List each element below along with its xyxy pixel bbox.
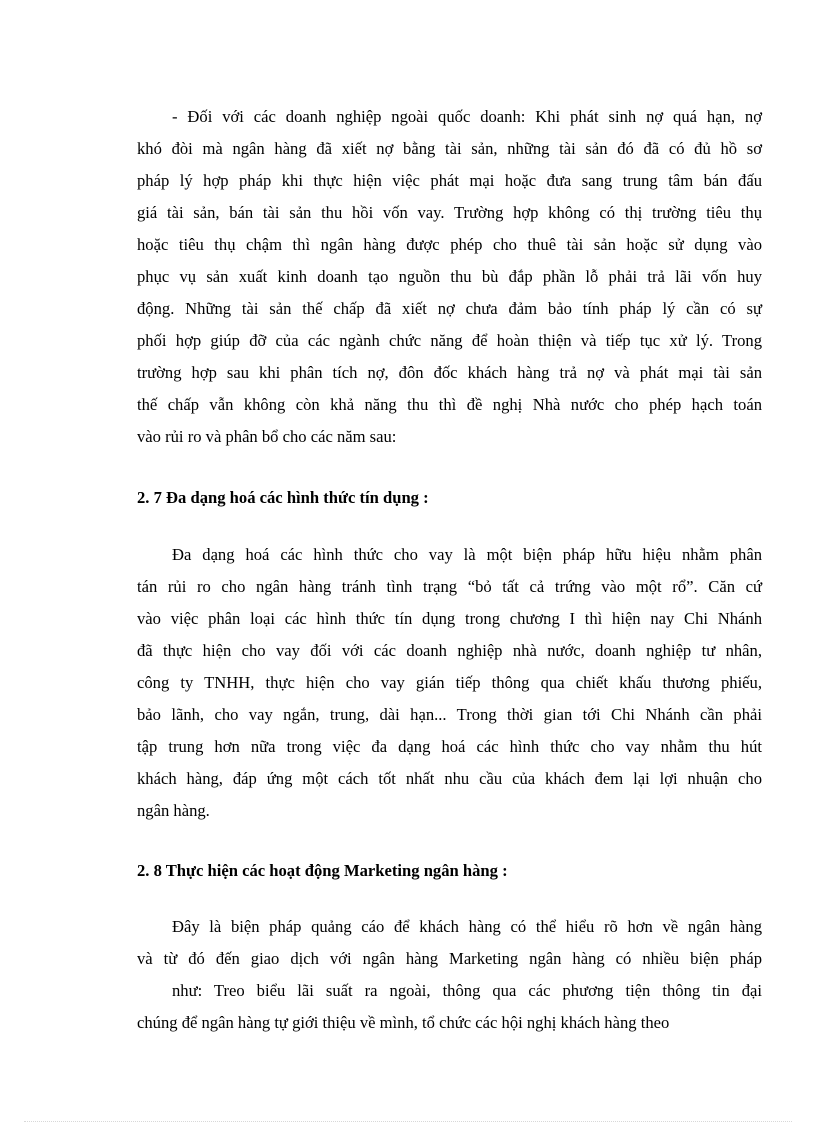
paragraph-line: động. Những tài sản thế chấp đã xiết nợ chưa đảm bảo tính pháp lý cần có sự xyxy=(137,299,762,318)
paragraph-line: - Đối với các doanh nghiệp ngoài quốc doanh: Khi phát sinh nợ quá hạn, nợ xyxy=(172,107,762,126)
paragraph-line: giá tài sản, bán tài sản thu hồi vốn vay. Trường hợp không có thị trường tiêu thụ xyxy=(137,203,762,222)
section-heading: 2. 8 Thực hiện các hoạt động Marketing ngân hàng : xyxy=(137,861,508,880)
paragraph-line: và từ đó đến giao dịch với ngân hàng Marketing ngân hàng có nhiều biện pháp xyxy=(137,949,762,968)
paragraph-line: tập trung hơn nữa trong việc đa dạng hoá các hình thức cho vay nhằm thu hút xyxy=(137,737,762,756)
paragraph-line: bảo lãnh, cho vay ngắn, trung, dài hạn... Trong thời gian tới Chi Nhánh cần phải xyxy=(137,705,762,724)
paragraph-line: tán rủi ro cho ngân hàng tránh tình trạng “bỏ tất cả trứng vào một rổ”. Căn cứ xyxy=(137,577,762,596)
paragraph-line: hoặc tiêu thụ chậm thì ngân hàng được phép cho thuê tài sản hoặc sử dụng vào xyxy=(137,235,762,254)
paragraph-line: như: Treo biểu lãi suất ra ngoài, thông qua các phương tiện thông tin đại xyxy=(172,981,762,1000)
paragraph-line: khách hàng, đáp ứng một cách tốt nhất nhu cầu của khách đem lại lợi nhuận cho xyxy=(137,769,762,788)
paragraph-line: vào việc phân loại các hình thức tín dụng trong chương I thì hiện nay Chi Nhánh xyxy=(137,609,762,628)
paragraph-line: pháp lý hợp pháp khi thực hiện việc phát mại hoặc đưa sang trung tâm bán đấu xyxy=(137,171,762,190)
paragraph-line: phục vụ sản xuất kinh doanh tạo nguồn thu bù đắp phần lỗ phải trả lãi vốn huy xyxy=(137,267,762,286)
page-footer-rule xyxy=(24,1121,792,1122)
paragraph-line: ngân hàng. xyxy=(137,801,210,820)
paragraph-line: vào rủi ro và phân bổ cho các năm sau: xyxy=(137,427,397,446)
section-heading: 2. 7 Đa dạng hoá các hình thức tín dụng : xyxy=(137,488,429,507)
paragraph-line: công ty TNHH, thực hiện cho vay gián tiếp thông qua chiết khấu thương phiếu, xyxy=(137,673,762,692)
paragraph-line: Đa dạng hoá các hình thức cho vay là một biện pháp hữu hiệu nhằm phân xyxy=(172,545,762,564)
paragraph-line: chúng để ngân hàng tự giới thiệu về mình, tổ chức các hội nghị khách hàng theo xyxy=(137,1013,670,1032)
paragraph-line: khó đòi mà ngân hàng đã xiết nợ bằng tài sản, những tài sản đó đã có đủ hồ sơ xyxy=(137,139,762,158)
paragraph-line: đã thực hiện cho vay đối với các doanh nghiệp nhà nước, doanh nghiệp tư nhân, xyxy=(137,641,762,660)
paragraph-line: phối hợp giúp đỡ của các ngành chức năng để hoàn thiện và tiếp tục xử lý. Trong xyxy=(137,331,762,350)
paragraph-line: thế chấp vẫn không còn khả năng thu thì đề nghị Nhà nước cho phép hạch toán xyxy=(137,395,762,414)
paragraph-line: trường hợp sau khi phân tích nợ, đôn đốc khách hàng trả nợ và phát mại tài sản xyxy=(137,363,762,382)
paragraph-line: Đây là biện pháp quảng cáo để khách hàng có thể hiểu rõ hơn về ngân hàng xyxy=(172,917,762,936)
